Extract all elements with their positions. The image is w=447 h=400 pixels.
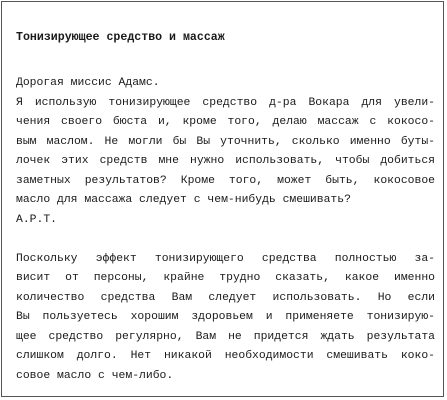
letter-line: чения своего бюста и, кроме того, делаю массаж с кокосо- bbox=[16, 116, 435, 128]
letter-salutation: Дорогая миссис Адамс. bbox=[16, 77, 160, 89]
article-content bbox=[16, 28, 435, 386]
answer-line: слишком долго. Нет никакой необходимости смешивать коко- bbox=[16, 350, 435, 362]
answer-line: совое масло с чем-либо. bbox=[16, 369, 174, 382]
answer-line: щее средство регулярно, Вам не придется ждать результата bbox=[16, 330, 435, 343]
letter-signature: А.Р.Т. bbox=[16, 213, 58, 226]
article-title: Тонизирующее средство и массаж bbox=[16, 31, 225, 44]
letter-line: заметных результатов? Кроме того, может быть, кокосовое bbox=[16, 174, 435, 187]
answer-line: количество средства Вам следует использовать. Но если bbox=[16, 291, 435, 304]
title-spacer bbox=[16, 48, 435, 74]
answer-line: висит от персоны, крайне трудно сказать, какое именно bbox=[16, 272, 435, 284]
letter-line: Я использую тонизирующее средство д-ра Вокара для увели- bbox=[16, 96, 435, 109]
answer-line: Вы пользуетесь хорошим здоровьем и применяете тонизирую- bbox=[16, 311, 435, 323]
letter-line: вым маслом. Не могли бы Вы уточнить, сколько именно буты- bbox=[16, 135, 435, 148]
answer-line: Поскольку эффект тонизирующего средства полностью за- bbox=[16, 252, 435, 265]
paragraph-spacer bbox=[16, 230, 435, 250]
letter-line: лочек этих средств мне нужно использовать, чтобы добиться bbox=[16, 155, 435, 167]
letter-line: масло для массажа следует с чем-нибудь смешивать? bbox=[16, 194, 351, 206]
article-frame bbox=[1, 1, 444, 397]
